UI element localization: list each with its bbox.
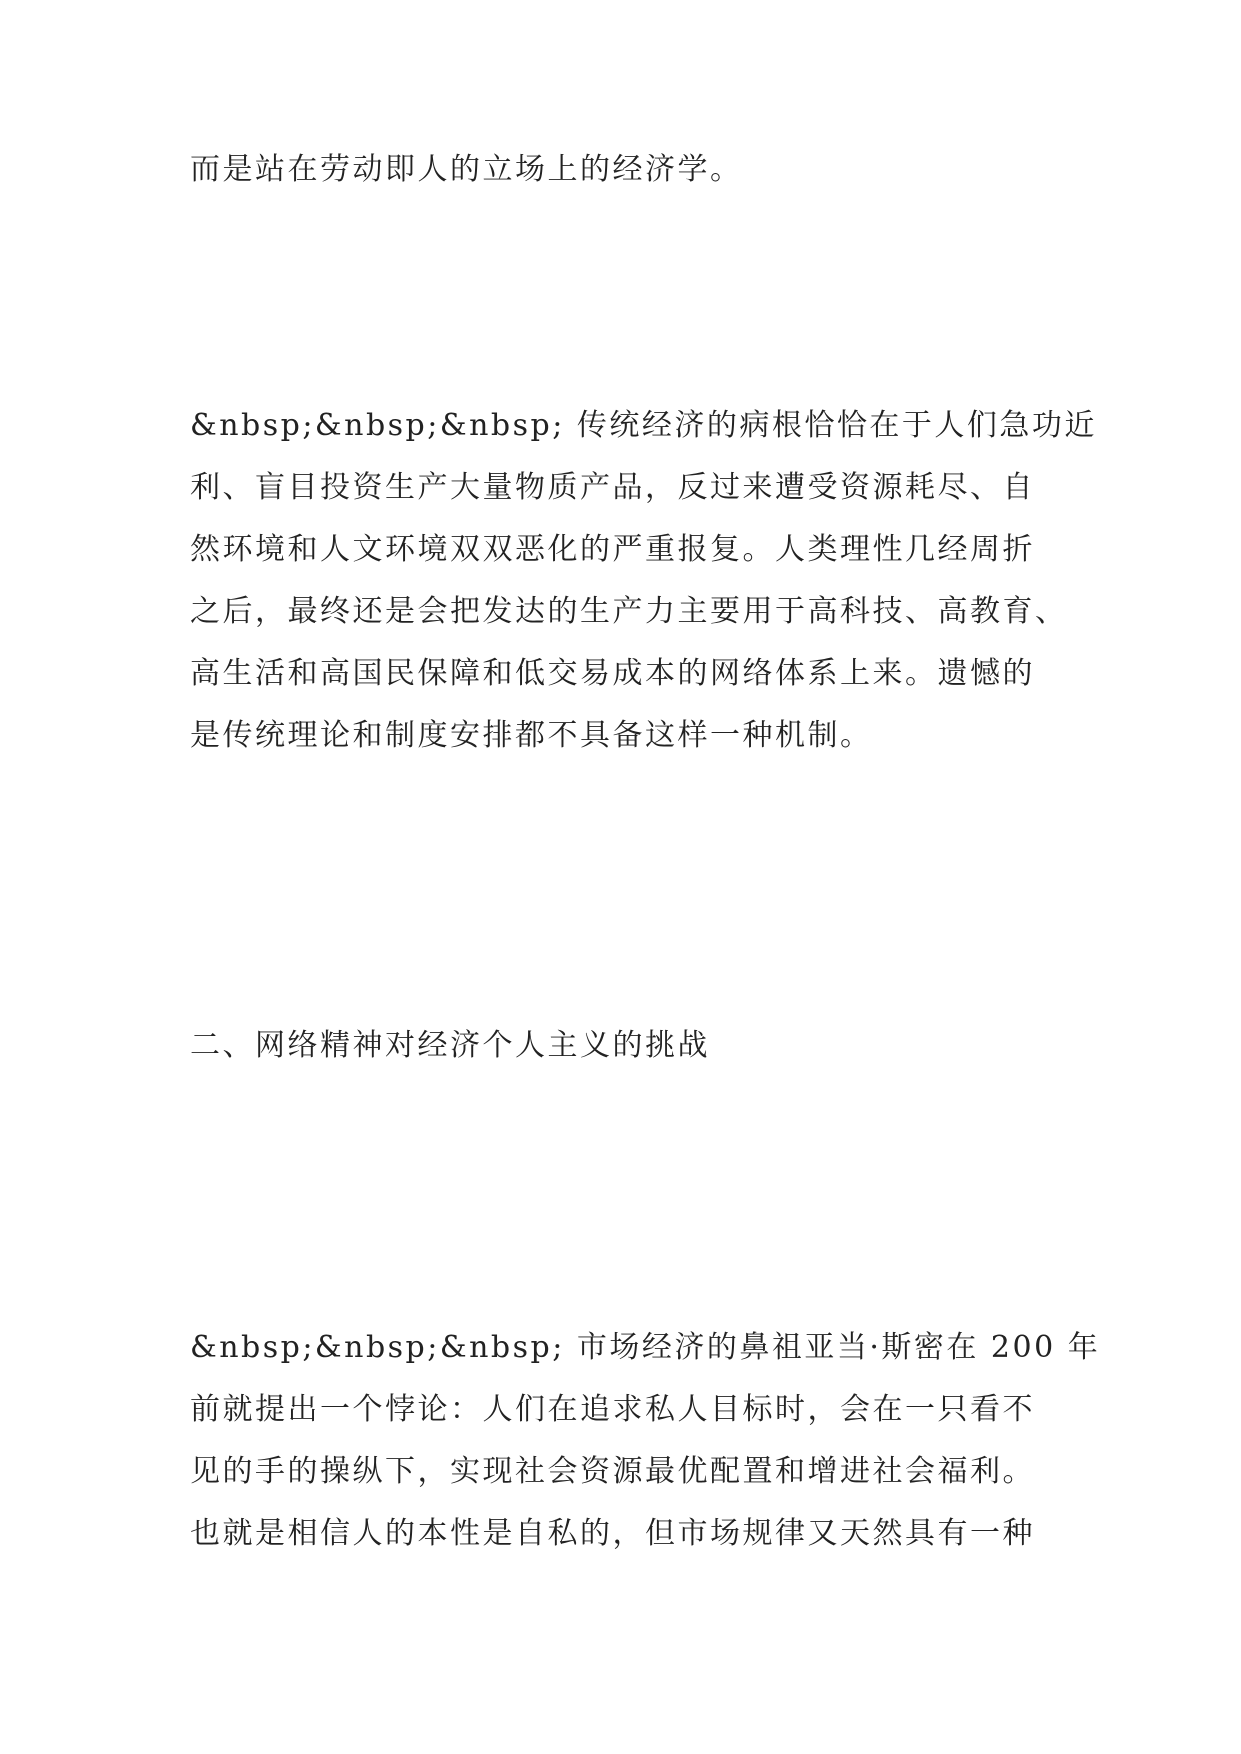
text-line: 也就是相信人的本性是自私的，但市场规律又天然具有一种 <box>190 1516 1035 1551</box>
text-line: 然环境和人文环境双双恶化的严重报复。人类理性几经周折 <box>190 532 1035 567</box>
text-line: &nbsp;&nbsp;&nbsp; 传统经济的病根恰恰在于人们急功近 <box>190 408 1097 443</box>
text-line: 利、盲目投资生产大量物质产品，反过来遭受资源耗尽、自 <box>190 470 1035 505</box>
heading-text: 二、网络精神对经济个人主义的挑战 <box>190 1028 710 1063</box>
text-line: 是传统理论和制度安排都不具备这样一种机制。 <box>190 718 873 753</box>
text-line: 之后，最终还是会把发达的生产力主要用于高科技、高教育、 <box>190 594 1068 629</box>
paragraph-traditional-economy <box>190 395 1097 767</box>
text-line: 高生活和高国民保障和低交易成本的网络体系上来。遗憾的 <box>190 656 1035 691</box>
text-line: 前就提出一个悖论：人们在追求私人目标时，会在一只看不 <box>190 1392 1035 1427</box>
text-line: &nbsp;&nbsp;&nbsp; 市场经济的鼻祖亚当·斯密在 200 年 <box>190 1330 1101 1365</box>
text-line: 而是站在劳动即人的立场上的经济学。 <box>190 152 743 187</box>
text-line: 见的手的操纵下，实现社会资源最优配置和增进社会福利。 <box>190 1454 1035 1489</box>
paragraph-continuation <box>190 139 1060 201</box>
section-heading <box>190 1015 1060 1077</box>
paragraph-adam-smith <box>190 1317 1101 1565</box>
